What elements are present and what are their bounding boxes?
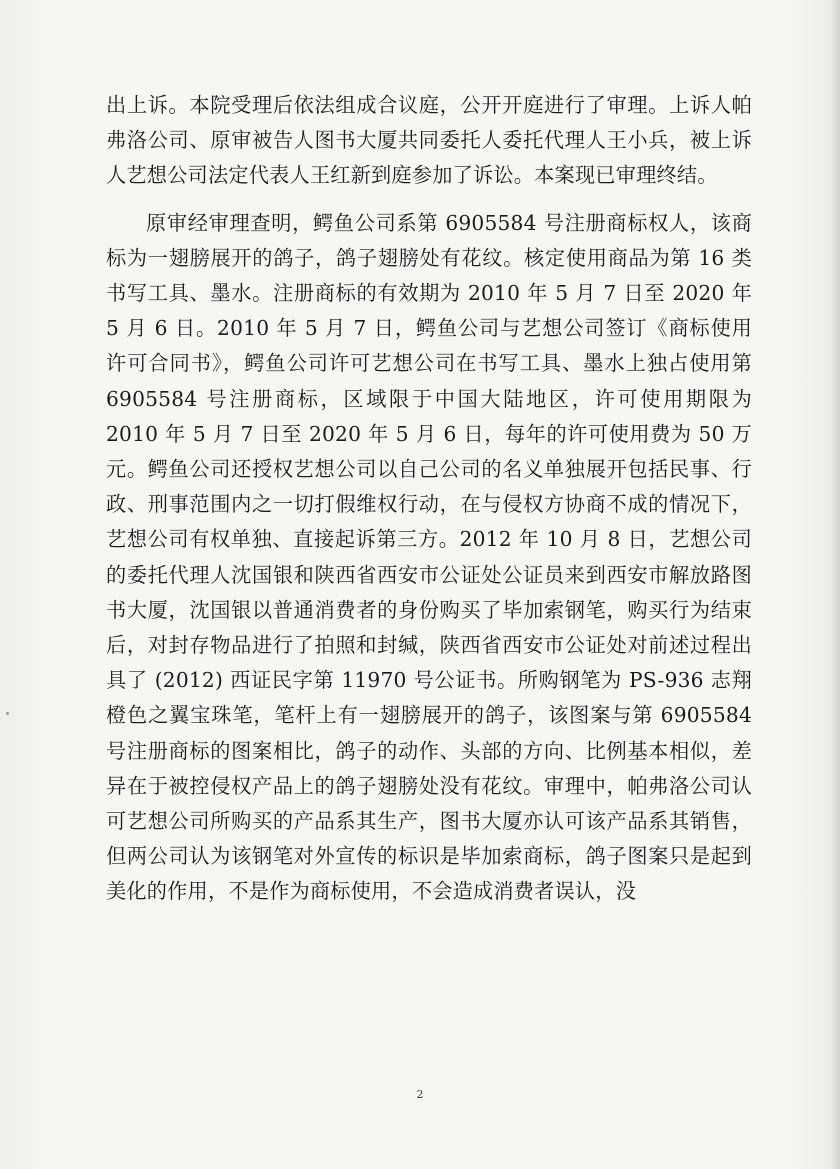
- page-edge-shadow: [830, 0, 840, 1169]
- paragraph-continuation: 出上诉。本院受理后依法组成合议庭，公开开庭进行了审理。上诉人帕弗洛公司、原审被告人图书大厦共同委托人委托代理人王小兵，被上诉人艺想公司法定代表人王红新到庭参加了诉讼。本案现已审理终结。: [106, 93, 752, 188]
- document-body: [106, 88, 752, 910]
- scan-speck: [6, 712, 9, 715]
- page-number: 2: [416, 1088, 424, 1101]
- paragraph-findings: 原审经审理查明，鳄鱼公司系第 6905584 号注册商标权人，该商标为一翅膀展开的鸽子，鸽子翅膀处有花纹。核定使用商品为第 16 类书写工具、墨水。注册商标的有效期为 2010 年 5 月 7 日至 2020 年 5 月 6 日。2010 年 5 月 7 日，鳄鱼公司与艺想公司签订《商标使用许可合同书》，鳄鱼公司许可艺想公司在书写工具、墨水上独占使用第 6905584 号注册商标，区域限于中国大陆地区，许可使用期限为 2010 年 5 月 7 日至 2020 年 5 月 6 日，每年的许可使用费为 50 万元。鳄鱼公司还授权艺想公司以自己公司的名义单独展开包括民事、行政、刑事范围内之一切打假维权行动，在与侵权方协商不成的情况下，艺想公司有权单独、直接起诉第三方。2012 年 10 月 8 日，艺想公司的委托代理人沈国银和陕西省西安市公证处公证员来到西安市解放路图书大厦，沈国银以普通消费者的身份购买了毕加索钢笔，购买行为结束后，对封存物品进行了拍照和封缄，陕西省西安市公证处对前述过程出具了 (2012) 西证民字第 11970 号公证书。所购钢笔为 PS-936 志翔橙色之翼宝珠笔，笔杆上有一翅膀展开的鸽子，该图案与第 6905584 号注册商标的图案相比，鸽子的动作、头部的方向、比例基本相似，差异在于被控侵权产品上的鸽子翅膀处没有花纹。审理中，帕弗洛公司认可艺想公司所购买的产品系其生产，图书大厦亦认可该产品系其销售，但两公司认为该钢笔对外宣传的标识是毕加索商标，鸽子图案只是起到美化的作用，不是作为商标使用，不会造成消费者误认，没: [106, 210, 752, 904]
